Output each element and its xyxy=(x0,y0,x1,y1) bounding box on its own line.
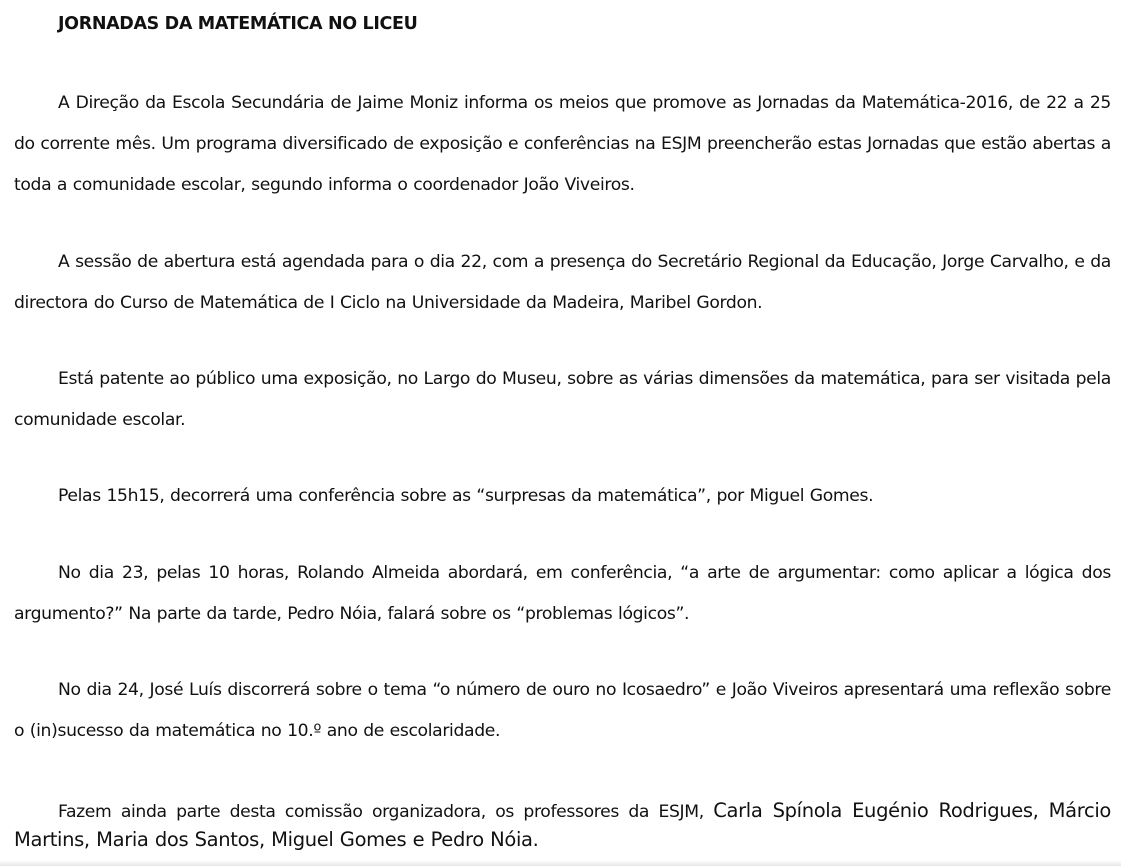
paragraph-day-23: No dia 23, pelas 10 horas, Rolando Almeida abordará, em conferência, “a arte de argumentar: como aplicar a lógica dos argumento?” Na parte da tarde, Pedro Nóia, falará sobre os “problemas lógicos”. xyxy=(14,563,1111,624)
committee-names: Carla Spínola Eugénio Rodrigues, Márcio Martins, Maria dos Santos, Miguel Gomes e Pedro Nóia. xyxy=(14,799,1111,851)
document-title: JORNADAS DA MATEMÁTICA NO LICEU xyxy=(58,14,418,34)
paragraph-exhibition: Está patente ao público uma exposição, no Largo do Museu, sobre as várias dimensões da matemática, para ser visitada pela comunidade escolar. xyxy=(14,369,1111,430)
paragraph-organizing-committee xyxy=(14,797,1111,855)
page-bottom-edge xyxy=(0,860,1121,866)
committee-lead-text: Fazem ainda parte desta comissão organizadora, os professores da ESJM, xyxy=(58,802,704,822)
paragraph-opening-session: A sessão de abertura está agendada para o dia 22, com a presença do Secretário Regional da Educação, Jorge Carvalho, e da directora do Curso de Matemática de I Ciclo na Universidade da Madeira, Maribel Gordon. xyxy=(14,252,1111,313)
paragraph-announcement: A Direção da Escola Secundária de Jaime Moniz informa os meios que promove as Jornadas da Matemática-2016, de 22 a 25 do corrente mês. Um programa diversificado de exposição e conferências na ESJM preencherão estas Jornadas que estão abertas a toda a comunidade escolar, segundo informa o coordenador João Viveiros. xyxy=(14,93,1111,195)
paragraph-day-24: No dia 24, José Luís discorrerá sobre o tema “o número de ouro no Icosaedro” e João Viveiros apresentará uma reflexão sobre o (in)sucesso da matemática no 10.º ano de escolaridade. xyxy=(14,680,1111,741)
paragraph-conference-1515: Pelas 15h15, decorrerá uma conferência sobre as “surpresas da matemática”, por Miguel Gomes. xyxy=(58,486,874,506)
